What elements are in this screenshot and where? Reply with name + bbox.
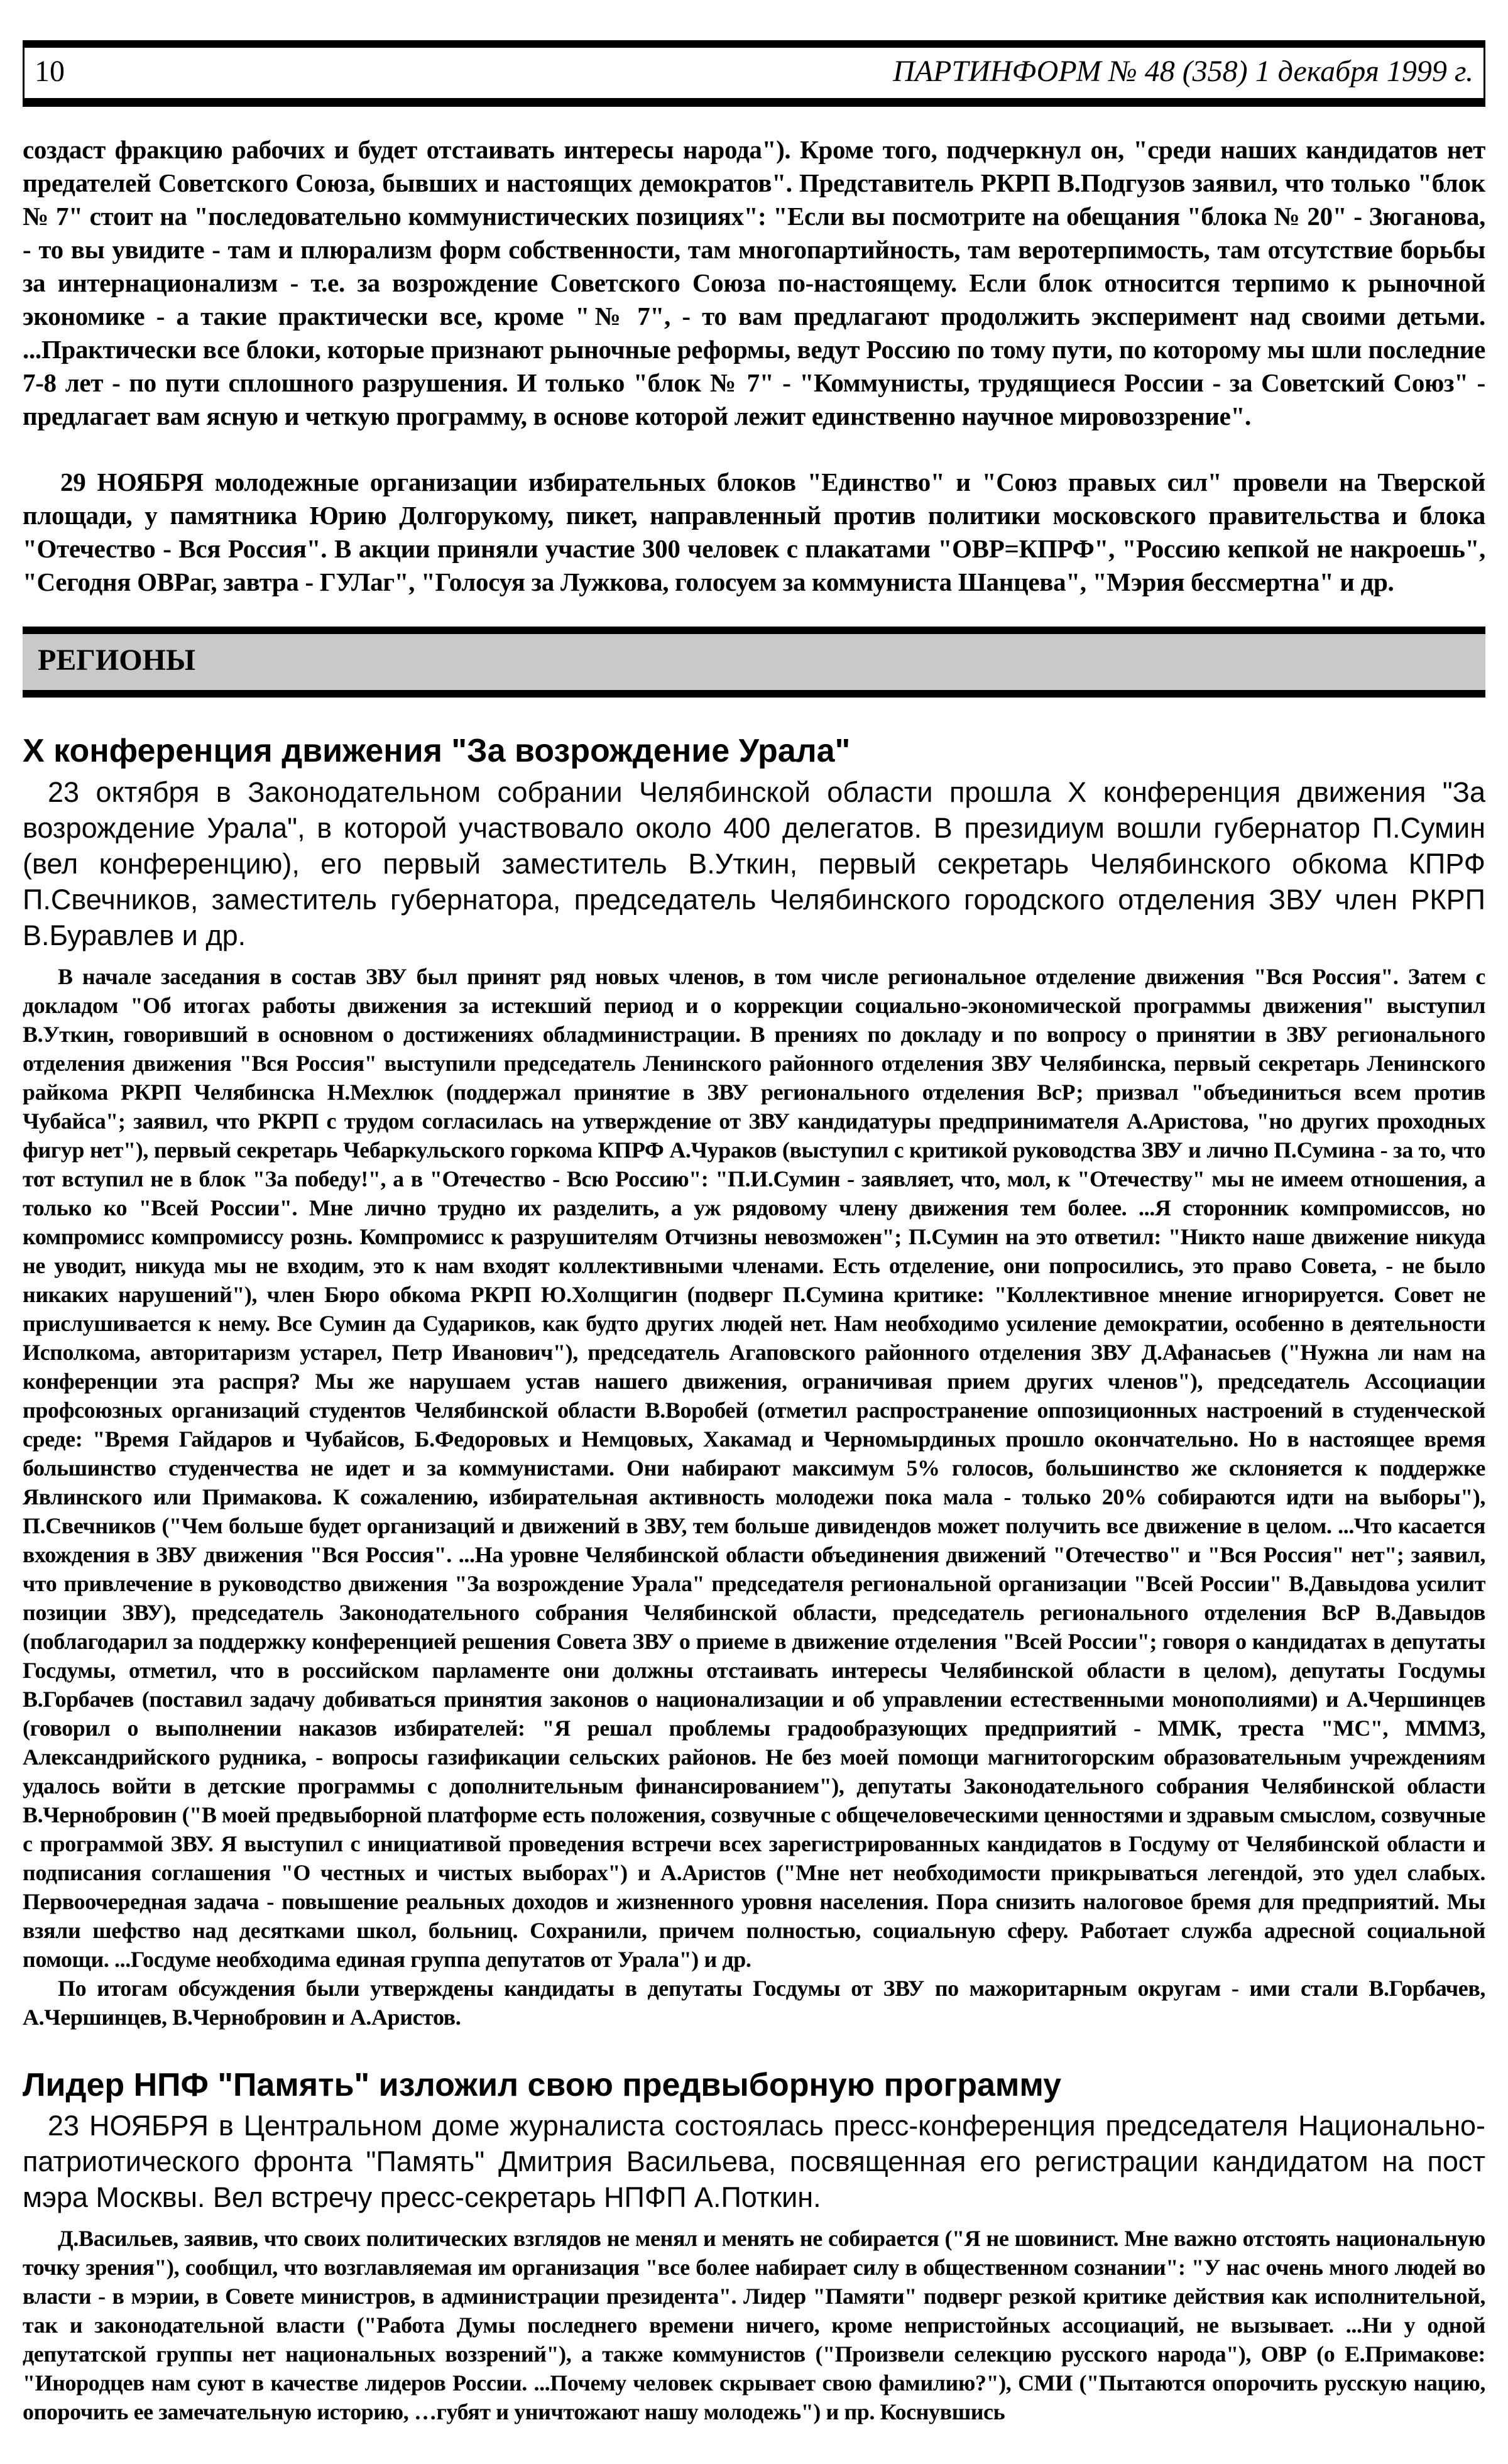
article-body-pamyat: Д.Васильев, заявив, что своих политических взглядов не менял и менять не собирается ("Я не шовинист. Мне важно отстоять национальную точку зрения"), сообщил, что возглавляемая им организация "все более набирает силу в общественном сознании": "У нас очень много людей во власти - в мэрии, в Совете министров, в администрации президента". Лидер "Памяти" подверг резкой критике действия как исполнительной, так и законодательной власти ("Работа Думы последнего времени ничего, кроме непристойных ассоциаций, не вызывает. ...Ни у одной депутатской группы нет национальных воззрений"), а также коммунистов ("Произвели селекцию русского народа"), ОВР (о Е.Примакове: "Инородцев нам суют в качестве лидеров России. ...Почему человек скрывает свою фамилию?"), СМИ ("Пытаются опорочить русскую нацию, опорочить ее замечательную историю, …губят и уничтожают нашу молодежь") и пр. Коснувшись	[23, 2226, 1485, 2425]
article-body-ural: В начале заседания в состав ЗВУ был принят ряд новых членов, в том числе региональное отделение движения "Вся Россия". Затем с докладом "Об итогах работы движения за истекший период и о коррекции социально-экономической программы движения" выступил В.Уткин, говоривший в основном о достижениях обладминистрации. В прениях по докладу и по вопросу о принятии в ЗВУ регионального отделения движения "Вся Россия" выступили председатель Ленинского районного отделения ЗВУ Челябинска, первый секретарь Ленинского райкома РКРП Челябинска Н.Мехлюк (поддержал принятие в ЗВУ регионального отделения ВсР; призвал "объединиться всем против Чубайса"; заявил, что РКРП с трудом согласилась на утверждение от ЗВУ кандидатуры предпринимателя А.Аристова, "но других проходных фигур нет"), первый секретарь Чебаркульского горкома КПРФ А.Чураков (выступил с критикой руководства ЗВУ и лично П.Сумина - за то, что тот вступил не в блок "За победу!", а в "Отечество - Всю Россию": "П.И.Сумин - заявляет, что, мол, к "Отечеству" мы не имеем отношения, а только ко "Всей России". Мне лично трудно их разделить, а уж рядовому члену движения тем более. ...Я сторонник компромиссов, но компромисс компромиссу рознь. Компромисс к разрушителям Отчизны невозможен"; П.Сумин на это ответил: "Никто наше движение никуда не уводит, никуда мы не входим, это к нам входят коллективными членами. Есть отделение, они попросились, это право Совета, - не было никаких нарушений"), член Бюро обкома РКРП Ю.Холщигин (подверг П.Сумина критике: "Коллективное мнение игнорируется. Совет не прислушивается к нему. Все Сумин да Судариков, как будто других людей нет. Нам необходимо усиление демократии, особенно в деятельности Исполкома, авторитаризм устарел, Петр Иванович"), председатель Агаповского районного отделения ЗВУ Д.Афанасьев ("Нужна ли нам на конференции эта распря? Мы же нарушаем устав нашего движения, ограничивая прием других членов"), председатель Ассоциации профсоюзных организаций студентов Челябинской области В.Воробей (отметил распространение оппозиционных настроений в студенческой среде: "Время Гайдаров и Чубайсов, Б.Федоровых и Немцовых, Хакамад и Черномырдиных прошло окончательно. Но в настоящее время большинство студенчества не идет и за коммунистами. Они набирают максимум 5% голосов, большинство же склоняется к поддержке Явлинского или Примакова. К сожалению, избирательная активность молодежи пока мала - только 20% собираются идти на выборы"), П.Свечников ("Чем больше будет организаций и движений в ЗВУ, тем больше дивидендов может получить все движение в целом. ...Что касается вхождения в ЗВУ движения "Вся Россия". ...На уровне Челябинской области объединения движений "Отечество" и "Вся Россия" нет"; заявил, что привлечение в руководство движения "За возрождение Урала" председателя региональной организации "Всей России" В.Давыдова усилит позиции ЗВУ), председатель Законодательного собрания Челябинской области, председатель регионального отделения ВсР В.Давыдов (поблагодарил за поддержку конференцией решения Совета ЗВУ о приеме в движение отделения "Всей России"; говоря о кандидатах в депутаты Госдумы, отметил, что в российском парламенте они должны отстаивать интересы Челябинской области в целом), депутаты Госдумы В.Горбачев (поставил задачу добиваться принятия законов о национализации и об управлении естественными монополиями) и А.Чершинцев (говорил о выполнении наказов избирателей: "Я решал проблемы градообразующих предприятий - ММК, треста "МС", МММЗ, Александрийского рудника, - вопросы газификации сельских районов. Не без моей помощи магнитогорским образовательным учреждениям удалось войти в детские программы с дополнительным финансированием"), депутаты Законодательного собрания Челябинской области В.Чернобровин ("В моей предвыборной платформе есть положения, созвучные с общечеловеческими ценностями и здравым смыслом, созвучные с программой ЗВУ. Я выступил с инициативой проведения встречи всех зарегистрированных кандидатов в Госдуму от Челябинской области и подписания соглашения "О честных и чистых выборах") и А.Аристов ("Мне нет необходимости прикрываться легендой, это удел слабых. Первоочередная задача - повышение реальных доходов и жизненного уровня населения. Пора снизить налоговое бремя для предприятий. Мы взяли шефство над десятками школ, больниц. Сохранили, причем полностью, социальную сферу. Работает служба адресной социальной помощи. ...Госдуме необходима единая группа депутатов от Урала") и др.	[23, 963, 1485, 1972]
section-banner-label: РЕГИОНЫ	[38, 643, 196, 677]
article-pamyat-program	[23, 2067, 1485, 2427]
article-ural-conference	[23, 733, 1485, 2032]
newsletter-page	[0, 40, 1508, 2464]
lead-paragraph-continuation: создаст фракцию рабочих и будет отстаивать интересы народа"). Кроме того, подчеркнул он, "среди наших кандидатов нет предателей Советского Союза, бывших и настоящих демократов". Представитель РКРП В.Подгузов заявил, что только "блок № 7" стоит на "последовательно коммунистических позициях": "Если вы посмотрите на обещания "блока № 20" - Зюганова, - то вы увидите - там и плюрализм форм собственности, там многопартийность, там веротерпимость, там отсутствие борьбы за интернационализм - т.е. за возрождение Советского Союза по-настоящему. Если блок относится терпимо к рыночной экономике - а такие практически все, кроме "№ 7", - то вам предлагают продолжить эксперимент над своими детьми. ...Практически все блоки, которые признают рыночные реформы, ведут Россию по тому пути, по которому мы шли последние 7-8 лет - по пути сплошного разрушения. И только "блок № 7" - "Коммунисты, трудящиеся России - за Советский Союз" - предлагает вам ясную и четкую программу, в основе которой лежит единственно научное мировоззрение".	[23, 135, 1485, 430]
article-intro-pamyat: 23 НОЯБРЯ в Центральном доме журналиста состоялась пресс-конференция председателя Национально-патриотического фронта "Память" Дмитрия Васильева, посвященная его регистрации кандидатом на пост мэра Москвы. Вел встречу пресс-секретарь НПФП А.Поткин.	[23, 2110, 1485, 2214]
article-outcome-ural: По итогам обсуждения были утверждены кандидаты в депутаты Госдумы от ЗВУ по мажоритарным округам - ими стали В.Горбачев, А.Чершинцев, В.Чернобровин и А.Аристов.	[23, 1975, 1485, 2030]
journal-title: ПАРТИНФОРМ № 48 (358) 1 декабря 1999 г.	[893, 55, 1473, 88]
page-number: 10	[35, 55, 65, 88]
lead-paragraph-pickets: 29 НОЯБРЯ молодежные организации избирательных блоков "Единство" и "Союз правых сил" провели на Тверской площади, у памятника Юрию Долгорукому, пикет, направленный против политики московского правительства и блока "Отечество - Вся Россия". В акции приняли участие 300 человек с плакатами "ОВР=КПРФ", "Россию кепкой не накроешь", "Сегодня ОВРаг, завтра - ГУЛаг", "Голосуя за Лужкова, голосуем за коммуниста Шанцева", "Мэрия бессмертна" и др.	[23, 468, 1485, 596]
article-title-ural: X конференция движения "За возрождение Урала"	[23, 732, 851, 769]
page-header	[23, 40, 1485, 107]
article-title-pamyat: Лидер НПФ "Память" изложил свою предвыборную программу	[23, 2066, 1062, 2103]
section-banner-regions	[23, 627, 1485, 698]
article-intro-ural: 23 октября в Законодательном собрании Челябинской области прошла X конференция движения "За возрождение Урала", в которой участвовало около 400 делегатов. В президиум вошли губернатор П.Сумин (вел конференцию), его первый заместитель В.Уткин, первый секретарь Челябинского обкома КПРФ П.Свечников, заместитель губернатора, председатель Челябинского городского отделения ЗВУ член РКРП В.Буравлев и др.	[23, 775, 1485, 951]
